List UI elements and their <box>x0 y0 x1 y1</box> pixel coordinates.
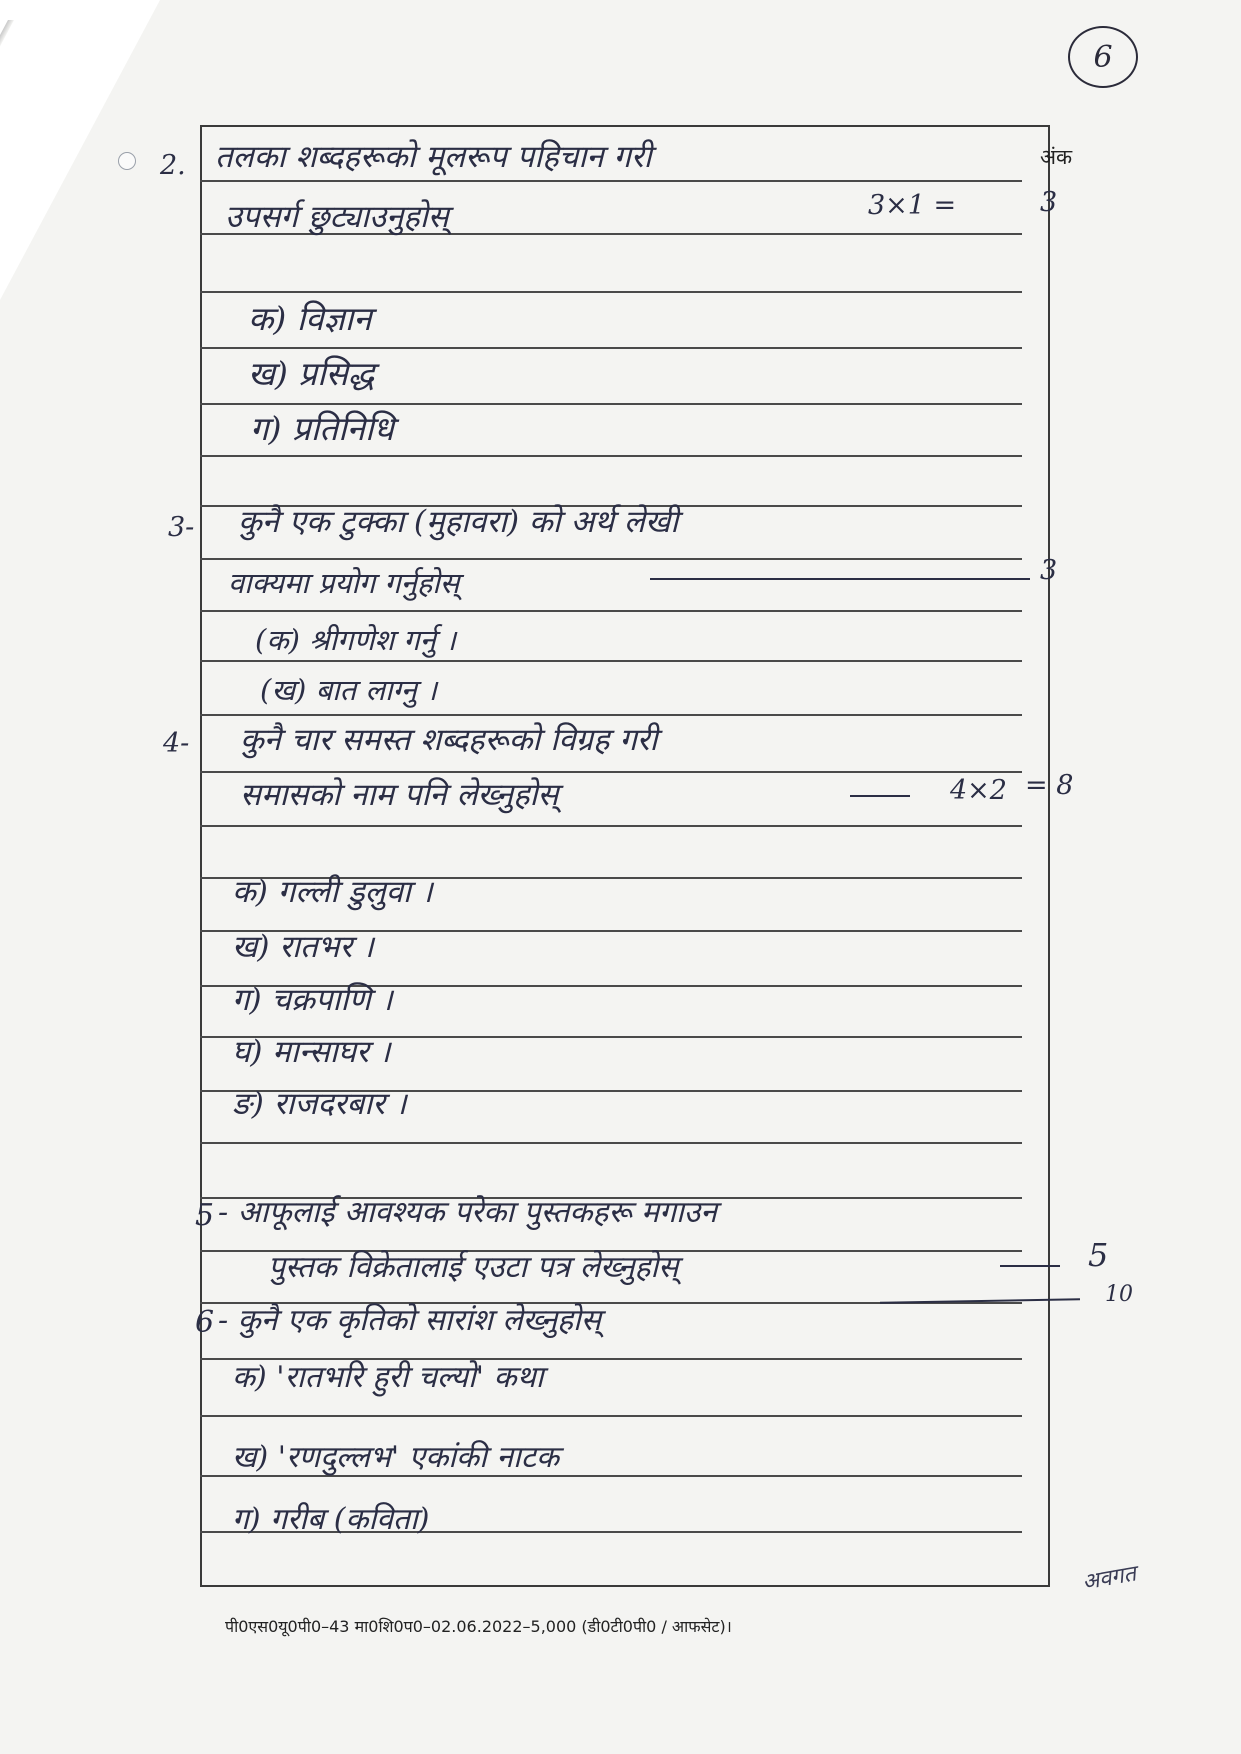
question-3-line-1: कुनै एक टुक्का (मुहावरा) को अर्थ लेखी <box>238 504 679 540</box>
ruled-line <box>200 714 1022 716</box>
question-3-item: (क) श्रीगणेश गर्नु । <box>255 623 457 657</box>
page-number: 6 <box>1068 26 1138 88</box>
question-4-item: घ) मान्साघर । <box>232 1034 391 1070</box>
question-6-item: ग) गरीब (कविता) <box>232 1502 430 1537</box>
ruled-line <box>200 660 1022 662</box>
question-2-item: क) विज्ञान <box>248 299 372 338</box>
ruled-line <box>200 455 1022 457</box>
marks-column-header: अंक <box>1040 145 1073 169</box>
question-3-marks-total: 3 <box>1040 555 1058 586</box>
question-3-item: (ख) बात लाग्नु । <box>260 673 438 707</box>
question-2-line-1: तलका शब्दहरूको मूलरूप पहिचान गरी <box>215 139 652 175</box>
punch-hole <box>118 152 136 170</box>
ruled-line <box>200 558 1022 560</box>
ruled-line <box>200 291 1022 293</box>
question-2-item: ख) प्रसिद्ध <box>248 354 375 393</box>
question-4-line-2: समासको नाम पनि लेख्नुहोस् <box>240 777 559 813</box>
ruled-line <box>200 1142 1022 1144</box>
question-6-marks-total: 10 <box>1105 1282 1133 1307</box>
question-6-item: क) 'रातभरि हुरी चल्यो' कथा <box>232 1360 544 1395</box>
marks-dash <box>650 578 1030 580</box>
question-2-item: ग) प्रतिनिधि <box>250 409 394 448</box>
question-5-line-1: - आफूलाई आवश्यक परेका पुस्तकहरू मगाउन <box>218 1195 717 1230</box>
question-4-marks-total: = 8 <box>1025 770 1074 801</box>
question-6-number: 6 <box>195 1305 215 1340</box>
marks-dash <box>850 795 910 797</box>
folded-corner <box>0 0 160 300</box>
question-3-number: 3- <box>168 512 195 543</box>
question-4-line-1: कुनै चार समस्त शब्दहरूको विग्रह गरी <box>240 722 658 758</box>
ruled-line <box>200 1415 1022 1417</box>
question-3-line-2: वाक्यमा प्रयोग गर्नुहोस् <box>228 566 460 600</box>
question-4-item: ग) चक्रपाणि । <box>232 982 393 1018</box>
examiner-signature: अवगत <box>1080 1561 1138 1596</box>
ruled-line <box>200 180 1022 182</box>
question-4-item: क) गल्ली डुलुवा । <box>232 874 433 910</box>
question-6-line-1: - कुनै एक कृतिको सारांश लेख्नुहोस् <box>218 1303 602 1338</box>
question-6-item: ख) 'रणदुल्लभ' एकांकी नाटक <box>232 1440 559 1475</box>
question-2-line-2: उपसर्ग छुट्याउनुहोस् <box>225 199 449 235</box>
question-2-marks-total: 3 <box>1040 187 1058 218</box>
question-5-line-2: पुस्तक विक्रेतालाई एउटा पत्र लेख्नुहोस् <box>268 1250 679 1285</box>
marks-dash <box>1000 1265 1060 1267</box>
question-4-number: 4- <box>163 728 190 759</box>
question-4-marks-calc: 4×2 <box>950 775 1007 806</box>
question-5-marks-total: 5 <box>1088 1236 1109 1274</box>
ruled-line <box>200 347 1022 349</box>
question-5-number: 5 <box>195 1198 215 1233</box>
question-4-item: ख) रातभर । <box>232 929 374 965</box>
question-4-item: ङ) राजदरबार । <box>232 1086 407 1122</box>
ruled-line <box>200 610 1022 612</box>
print-footer: पी0एस0यू0पी0–43 मा0शि0प0–02.06.2022–5,000 (डी0टी0पी0 / आफसेट)। <box>225 1617 732 1636</box>
question-2-number: 2. <box>160 150 186 181</box>
ruled-line <box>200 825 1022 827</box>
question-2-marks-calc: 3×1 = <box>868 190 957 221</box>
